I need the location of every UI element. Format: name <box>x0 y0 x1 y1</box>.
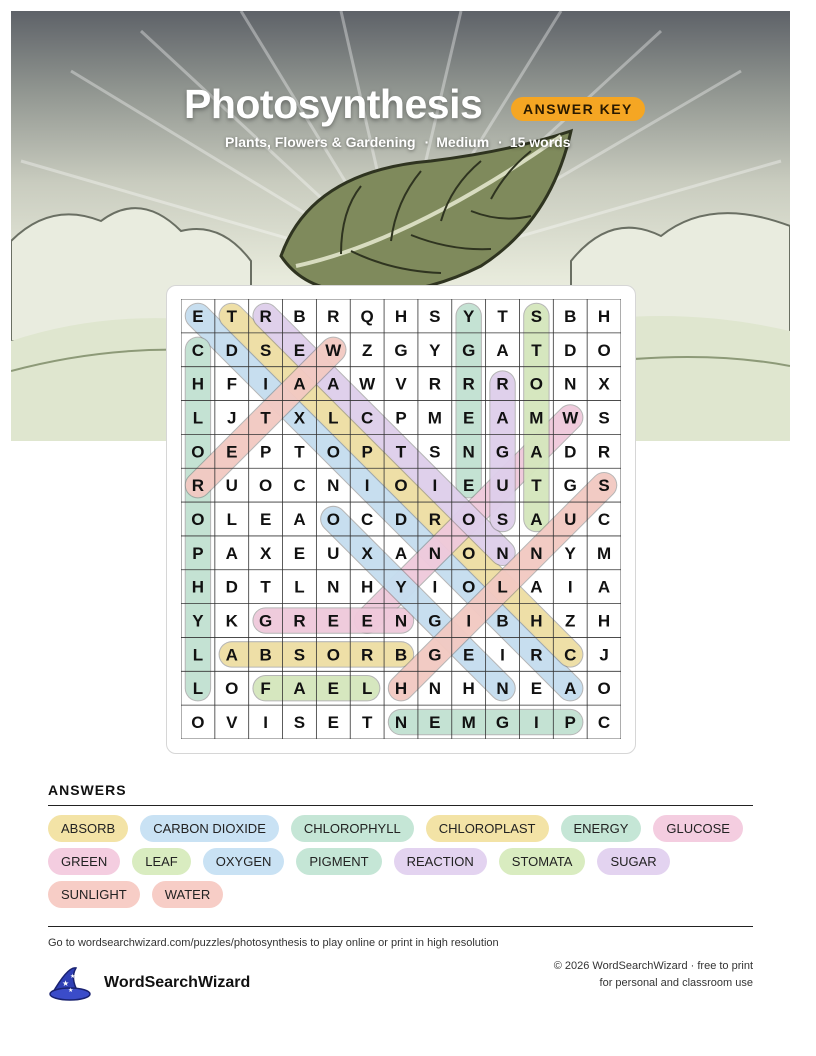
grid-letter: O <box>225 679 239 699</box>
grid-letter: E <box>327 611 339 631</box>
footer-note: Go to wordsearchwizard.com/puzzles/photosynthesis to play online or print in high resolution <box>48 937 499 949</box>
grid-letter: A <box>530 510 543 529</box>
grid-letter: O <box>462 577 476 597</box>
grid-letter: T <box>531 340 542 360</box>
grid-letter: P <box>564 713 576 733</box>
grid-letter: G <box>428 611 442 631</box>
grid-letter: L <box>192 645 204 665</box>
grid-letter: H <box>394 679 408 699</box>
svg-text:★: ★ <box>62 979 70 988</box>
grid-letter: N <box>394 611 408 631</box>
difficulty-label: Medium <box>436 134 490 150</box>
grid-letter: R <box>327 306 340 326</box>
grid-letter: H <box>530 611 543 631</box>
grid-letter: H <box>191 374 205 394</box>
svg-text:★: ★ <box>68 988 74 994</box>
grid-letter: A <box>564 679 577 699</box>
grid-letter: O <box>191 510 205 529</box>
answer-chip: STOMATA <box>499 848 586 875</box>
answer-chip: SUGAR <box>597 848 669 875</box>
page-title: Photosynthesis <box>184 81 483 127</box>
grid-letter: L <box>226 510 237 529</box>
answer-chip: PIGMENT <box>296 848 381 875</box>
grid-letter: V <box>395 374 407 394</box>
separator-dot: · <box>498 134 503 150</box>
answers-divider <box>48 805 753 806</box>
answer-chip: WATER <box>152 881 224 908</box>
grid-letter: V <box>226 713 238 733</box>
grid-letter: I <box>432 577 438 597</box>
grid-letter: X <box>293 408 306 428</box>
grid-letter: N <box>496 543 509 563</box>
grid-letter: B <box>259 645 272 665</box>
category-label: Plants, Flowers & Gardening <box>225 134 416 150</box>
grid-letter: G <box>495 442 510 462</box>
grid-letter: E <box>429 713 441 733</box>
grid-letter: H <box>462 679 475 699</box>
footer-divider <box>48 926 753 927</box>
grid-letter: S <box>259 340 272 360</box>
grid-letter: A <box>293 374 306 394</box>
grid-letter: J <box>599 645 609 665</box>
grid-letter: S <box>496 510 509 529</box>
grid-letter: O <box>597 340 611 360</box>
grid-letter: J <box>227 408 237 428</box>
grid-letter: E <box>361 611 373 631</box>
grid-letter: M <box>596 543 612 563</box>
answer-chip: REACTION <box>394 848 487 875</box>
grid-letter: Z <box>565 611 576 631</box>
grid-letter: S <box>429 306 441 326</box>
puzzle-meta <box>225 134 571 150</box>
grid-letter: E <box>226 442 238 462</box>
grid-letter: S <box>598 476 610 496</box>
grid-letter: D <box>225 577 238 597</box>
answer-chip: ENERGY <box>561 815 642 842</box>
svg-text:★: ★ <box>70 974 76 980</box>
grid-letter: S <box>598 408 610 428</box>
answer-chip: OXYGEN <box>203 848 285 875</box>
grid-letter: O <box>462 543 476 563</box>
grid-letter: I <box>500 645 505 665</box>
grid-letter: A <box>530 577 543 597</box>
word-count-label: 15 words <box>509 134 571 150</box>
answer-chip: CHLOROPHYLL <box>291 815 414 842</box>
answers-heading: ANSWERS <box>48 782 127 798</box>
grid-letter: N <box>564 374 577 394</box>
grid-letter: T <box>226 306 237 326</box>
answer-chip: GREEN <box>48 848 120 875</box>
word-search-grid <box>181 299 621 739</box>
grid-letter: I <box>567 577 573 597</box>
grid-letter: H <box>361 577 374 597</box>
grid-letter: Y <box>463 306 475 326</box>
grid-letter: E <box>530 679 543 699</box>
grid-letter: B <box>293 306 306 326</box>
grid-letter: Q <box>360 306 374 326</box>
grid-letter: R <box>462 374 475 394</box>
grid-letter: G <box>394 340 408 360</box>
grid-letter: N <box>496 679 509 699</box>
grid-letter: U <box>564 510 577 529</box>
grid-letter: G <box>258 611 273 631</box>
grid-letter: T <box>260 577 271 597</box>
grid-letter: H <box>191 577 205 597</box>
grid-letter: I <box>263 713 268 733</box>
grid-letter: U <box>327 543 340 563</box>
grid-letter: L <box>294 577 305 597</box>
grid-letter: P <box>395 408 407 428</box>
grid-letter: P <box>259 442 272 462</box>
grid-letter: U <box>225 476 238 496</box>
grid-letter: E <box>293 543 306 563</box>
grid-letter: N <box>428 543 441 563</box>
grid-letter: N <box>428 679 441 699</box>
grid-letter: R <box>496 374 509 394</box>
grid-letter: N <box>530 543 543 563</box>
grid-letter: O <box>191 442 205 462</box>
grid-letter: B <box>394 645 408 665</box>
grid-letter: E <box>259 510 272 529</box>
grid-letter: O <box>326 442 340 462</box>
grid-letter: O <box>258 476 273 496</box>
grid-letter: R <box>530 645 543 665</box>
answer-chip: ABSORB <box>48 815 128 842</box>
grid-letter: A <box>327 374 340 394</box>
separator-dot: · <box>424 134 430 150</box>
grid-letter: H <box>394 306 408 326</box>
grid-letter: W <box>325 340 342 360</box>
grid-letter: S <box>429 442 441 462</box>
grid-letter: P <box>361 442 373 462</box>
grid-letter: Y <box>192 611 204 631</box>
grid-letter: R <box>597 442 611 462</box>
grid-letter: G <box>563 476 577 496</box>
grid-letter: A <box>530 442 543 462</box>
grid-letter: X <box>598 374 610 394</box>
grid-letter: A <box>225 543 238 563</box>
grid-letter: R <box>293 611 306 631</box>
grid-letter: C <box>597 713 611 733</box>
answer-chip: CHLOROPLAST <box>426 815 549 842</box>
grid-letter: T <box>497 306 508 326</box>
grid-letter: S <box>293 713 306 733</box>
grid-letter: O <box>326 645 340 665</box>
grid-letter: H <box>597 611 611 631</box>
grid-letter: F <box>226 374 237 394</box>
grid-letter: L <box>328 408 339 428</box>
grid-letter: N <box>462 442 475 462</box>
grid-letter: M <box>529 408 544 428</box>
grid-letter: E <box>463 645 475 665</box>
grid-letter: H <box>597 306 611 326</box>
grid-letter: D <box>394 510 408 529</box>
grid-letter: A <box>293 679 306 699</box>
grid-letter: I <box>534 713 539 733</box>
answer-chip: CARBON DIOXIDE <box>140 815 279 842</box>
grid-letter: O <box>462 510 476 529</box>
grid-letter: T <box>531 476 542 496</box>
grid-letter: X <box>259 543 272 563</box>
grid-letter: E <box>463 408 475 428</box>
grid-letter: S <box>530 306 543 326</box>
grid-letter: M <box>427 408 442 428</box>
grid-letter: M <box>461 713 476 733</box>
grid-letter: I <box>432 476 438 496</box>
grid-letter: E <box>463 476 475 496</box>
grid-letter: P <box>192 543 204 563</box>
grid-letter: R <box>428 374 441 394</box>
grid-letter: N <box>327 476 340 496</box>
grid-letter: D <box>225 340 238 360</box>
grid-letter: E <box>293 340 306 360</box>
grid-letter: W <box>359 374 376 394</box>
grid-letter: W <box>562 408 579 428</box>
grid-letter: X <box>361 543 373 563</box>
grid-letter: A <box>597 577 611 597</box>
grid-letter: T <box>395 442 407 462</box>
grid-letter: C <box>597 510 611 529</box>
grid-letter: B <box>496 611 509 631</box>
grid-letter: Z <box>361 340 373 360</box>
grid-letter: N <box>327 577 340 597</box>
grid-letter: E <box>327 679 339 699</box>
grid-letter: A <box>394 543 408 563</box>
grid-letter: D <box>564 442 577 462</box>
grid-letter: C <box>564 645 577 665</box>
grid-letter: E <box>327 713 339 733</box>
grid-letter: Y <box>395 577 407 597</box>
grid-letter: T <box>361 713 373 733</box>
grid-letter: O <box>597 679 611 699</box>
grid-letter: T <box>260 408 271 428</box>
grid-letter: Y <box>429 340 441 360</box>
grid-letter: F <box>260 679 271 699</box>
answer-chip: SUNLIGHT <box>48 881 140 908</box>
grid-letter: R <box>259 306 272 326</box>
answer-chip: LEAF <box>132 848 191 875</box>
grid-letter: C <box>293 476 306 496</box>
grid-letter: R <box>191 476 205 496</box>
grid-letter: O <box>326 510 340 529</box>
grid-letter: N <box>394 713 408 733</box>
grid-letter: D <box>564 340 577 360</box>
grid-letter: A <box>496 340 509 360</box>
grid-letter: R <box>428 510 441 529</box>
wizard-hat-icon <box>48 964 92 1002</box>
grid-letter: L <box>192 408 204 428</box>
grid-letter: I <box>263 374 268 394</box>
grid-letter: E <box>192 306 204 326</box>
brand <box>48 964 250 1002</box>
grid-letter: G <box>428 645 442 665</box>
grid-letter: L <box>497 577 508 597</box>
grid-letter: C <box>361 408 374 428</box>
grid-letter: O <box>394 476 408 496</box>
grid-letter: K <box>225 611 238 631</box>
grid-letter: I <box>364 476 370 496</box>
answer-list <box>48 815 753 908</box>
grid-letter: S <box>293 645 306 665</box>
grid-letter: R <box>361 645 374 665</box>
grid-letter: G <box>462 340 476 360</box>
answer-key-badge: ANSWER KEY <box>511 97 645 121</box>
answer-chip: GLUCOSE <box>653 815 743 842</box>
copyright: © 2026 WordSearchWizard · free to print for personal and classroom use <box>553 960 753 989</box>
grid-letter: L <box>192 679 204 699</box>
grid-letter: T <box>294 442 305 462</box>
brand-name: WordSearchWizard <box>104 974 251 991</box>
grid-letter: O <box>529 374 544 394</box>
grid-letter: C <box>191 340 205 360</box>
grid-letter: A <box>293 510 306 529</box>
grid-letter: C <box>361 510 374 529</box>
grid-letter: A <box>496 408 509 428</box>
grid-letter: U <box>496 476 509 496</box>
grid-letter: A <box>225 645 238 665</box>
grid-letter: Y <box>564 543 576 563</box>
grid-letter: I <box>466 611 472 631</box>
grid-letter: B <box>564 306 577 326</box>
grid-letter: L <box>361 679 373 699</box>
grid-letter: G <box>495 713 510 733</box>
grid-letter: O <box>191 713 205 733</box>
